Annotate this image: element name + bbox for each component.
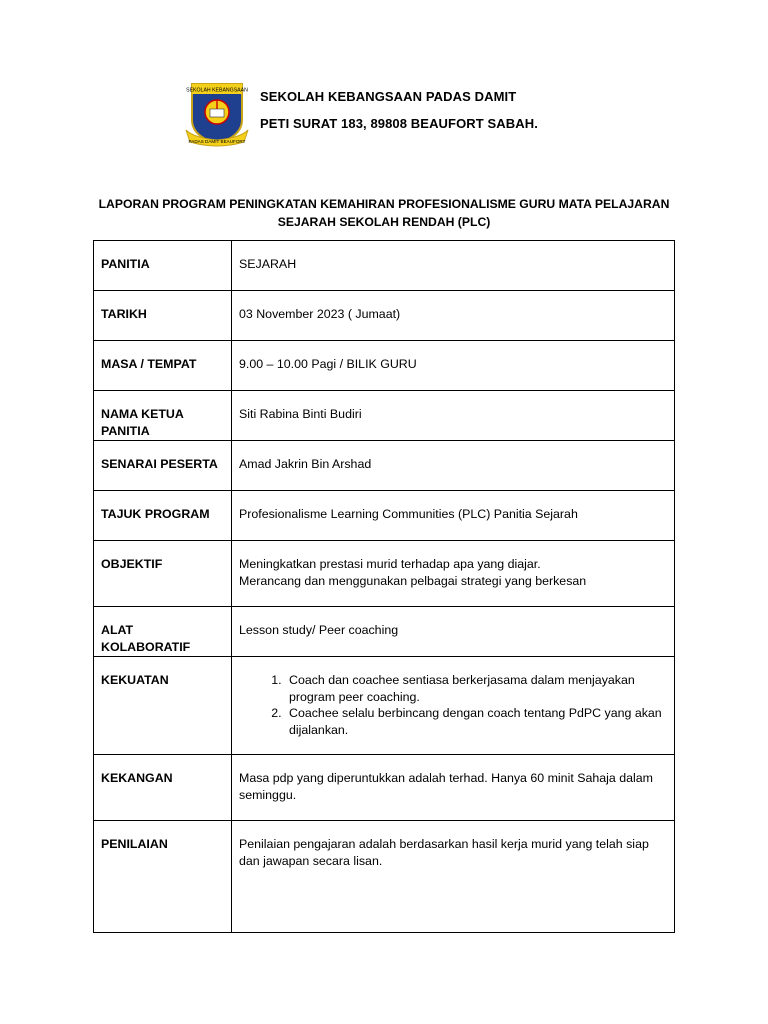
value-alat-kolaboratif: Lesson study/ Peer coaching <box>232 607 675 657</box>
row-objektif <box>94 541 675 607</box>
label-senarai-peserta: SENARAI PESERTA <box>94 441 232 491</box>
value-kekuatan <box>232 657 675 755</box>
row-penilaian <box>94 821 675 933</box>
value-nama-ketua: Siti Rabina Binti Budiri <box>232 391 675 441</box>
row-masa-tempat <box>94 341 675 391</box>
label-objektif: OBJEKTIF <box>94 541 232 607</box>
school-crest-logo <box>184 80 250 148</box>
row-panitia <box>94 241 675 291</box>
row-kekangan <box>94 755 675 821</box>
kekuatan-item-2: 2. Coachee selalu berbincang dengan coach tentang PdPC yang akan dijalankan. <box>285 705 667 738</box>
value-panitia: SEJARAH <box>232 241 675 291</box>
row-nama-ketua <box>94 391 675 441</box>
kekuatan-list <box>239 672 667 738</box>
row-tajuk-program <box>94 491 675 541</box>
kekuatan-item-1: 1. Coach dan coachee sentiasa berkerjasama dalam menjayakan program peer coaching. <box>285 672 667 705</box>
label-nama-ketua-line-1: NAMA KETUA <box>101 407 184 421</box>
report-table <box>93 240 675 933</box>
objektif-line-1: Meningkatkan prestasi murid terhadap apa yang diajar. <box>239 557 541 571</box>
row-tarikh <box>94 291 675 341</box>
label-penilaian: PENILAIAN <box>94 821 232 933</box>
school-name: SEKOLAH KEBANGSAAN PADAS DAMIT <box>260 89 517 104</box>
school-address: PETI SURAT 183, 89808 BEAUFORT SABAH. <box>260 116 538 131</box>
row-alat-kolaboratif <box>94 607 675 657</box>
label-nama-ketua <box>94 391 232 441</box>
value-penilaian: Penilaian pengajaran adalah berdasarkan hasil kerja murid yang telah siap dan jawapan secara lisan. <box>232 821 675 933</box>
label-nama-ketua-line-2: PANITIA <box>101 423 150 438</box>
value-masa-tempat: 9.00 – 10.00 Pagi / BILIK GURU <box>232 341 675 391</box>
value-tajuk-program: Profesionalisme Learning Communities (PLC) Panitia Sejarah <box>232 491 675 541</box>
crest-top-text: SEKOLAH KEBANGSAAN <box>186 87 248 94</box>
value-senarai-peserta: Amad Jakrin Bin Arshad <box>232 441 675 491</box>
label-kekuatan: KEKUATAN <box>94 657 232 755</box>
report-title-line-2: SEJARAH SEKOLAH RENDAH (PLC) <box>277 215 491 229</box>
report-title <box>92 195 676 231</box>
label-masa-tempat: MASA / TEMPAT <box>94 341 232 391</box>
label-tajuk-program: TAJUK PROGRAM <box>94 491 232 541</box>
row-senarai-peserta <box>94 441 675 491</box>
label-alat-kolaboratif: ALAT KOLABORATIF <box>94 607 232 657</box>
value-kekangan: Masa pdp yang diperuntukkan adalah terhad. Hanya 60 minit Sahaja dalam seminggu. <box>232 755 675 821</box>
row-kekuatan <box>94 657 675 755</box>
report-title-line-1: LAPORAN PROGRAM PENINGKATAN KEMAHIRAN PROFESIONALISME GURU MATA PELAJARAN <box>98 197 670 211</box>
label-tarikh: TARIKH <box>94 291 232 341</box>
value-tarikh: 03 November 2023 ( Jumaat) <box>232 291 675 341</box>
value-objektif <box>232 541 675 607</box>
crest-motto-text: PADAS DAMIT BEAUFORT <box>188 139 246 144</box>
label-panitia: PANITIA <box>94 241 232 291</box>
objektif-line-2: Merancang dan menggunakan pelbagai strategi yang berkesan <box>239 573 587 588</box>
label-kekangan: KEKANGAN <box>94 755 232 821</box>
